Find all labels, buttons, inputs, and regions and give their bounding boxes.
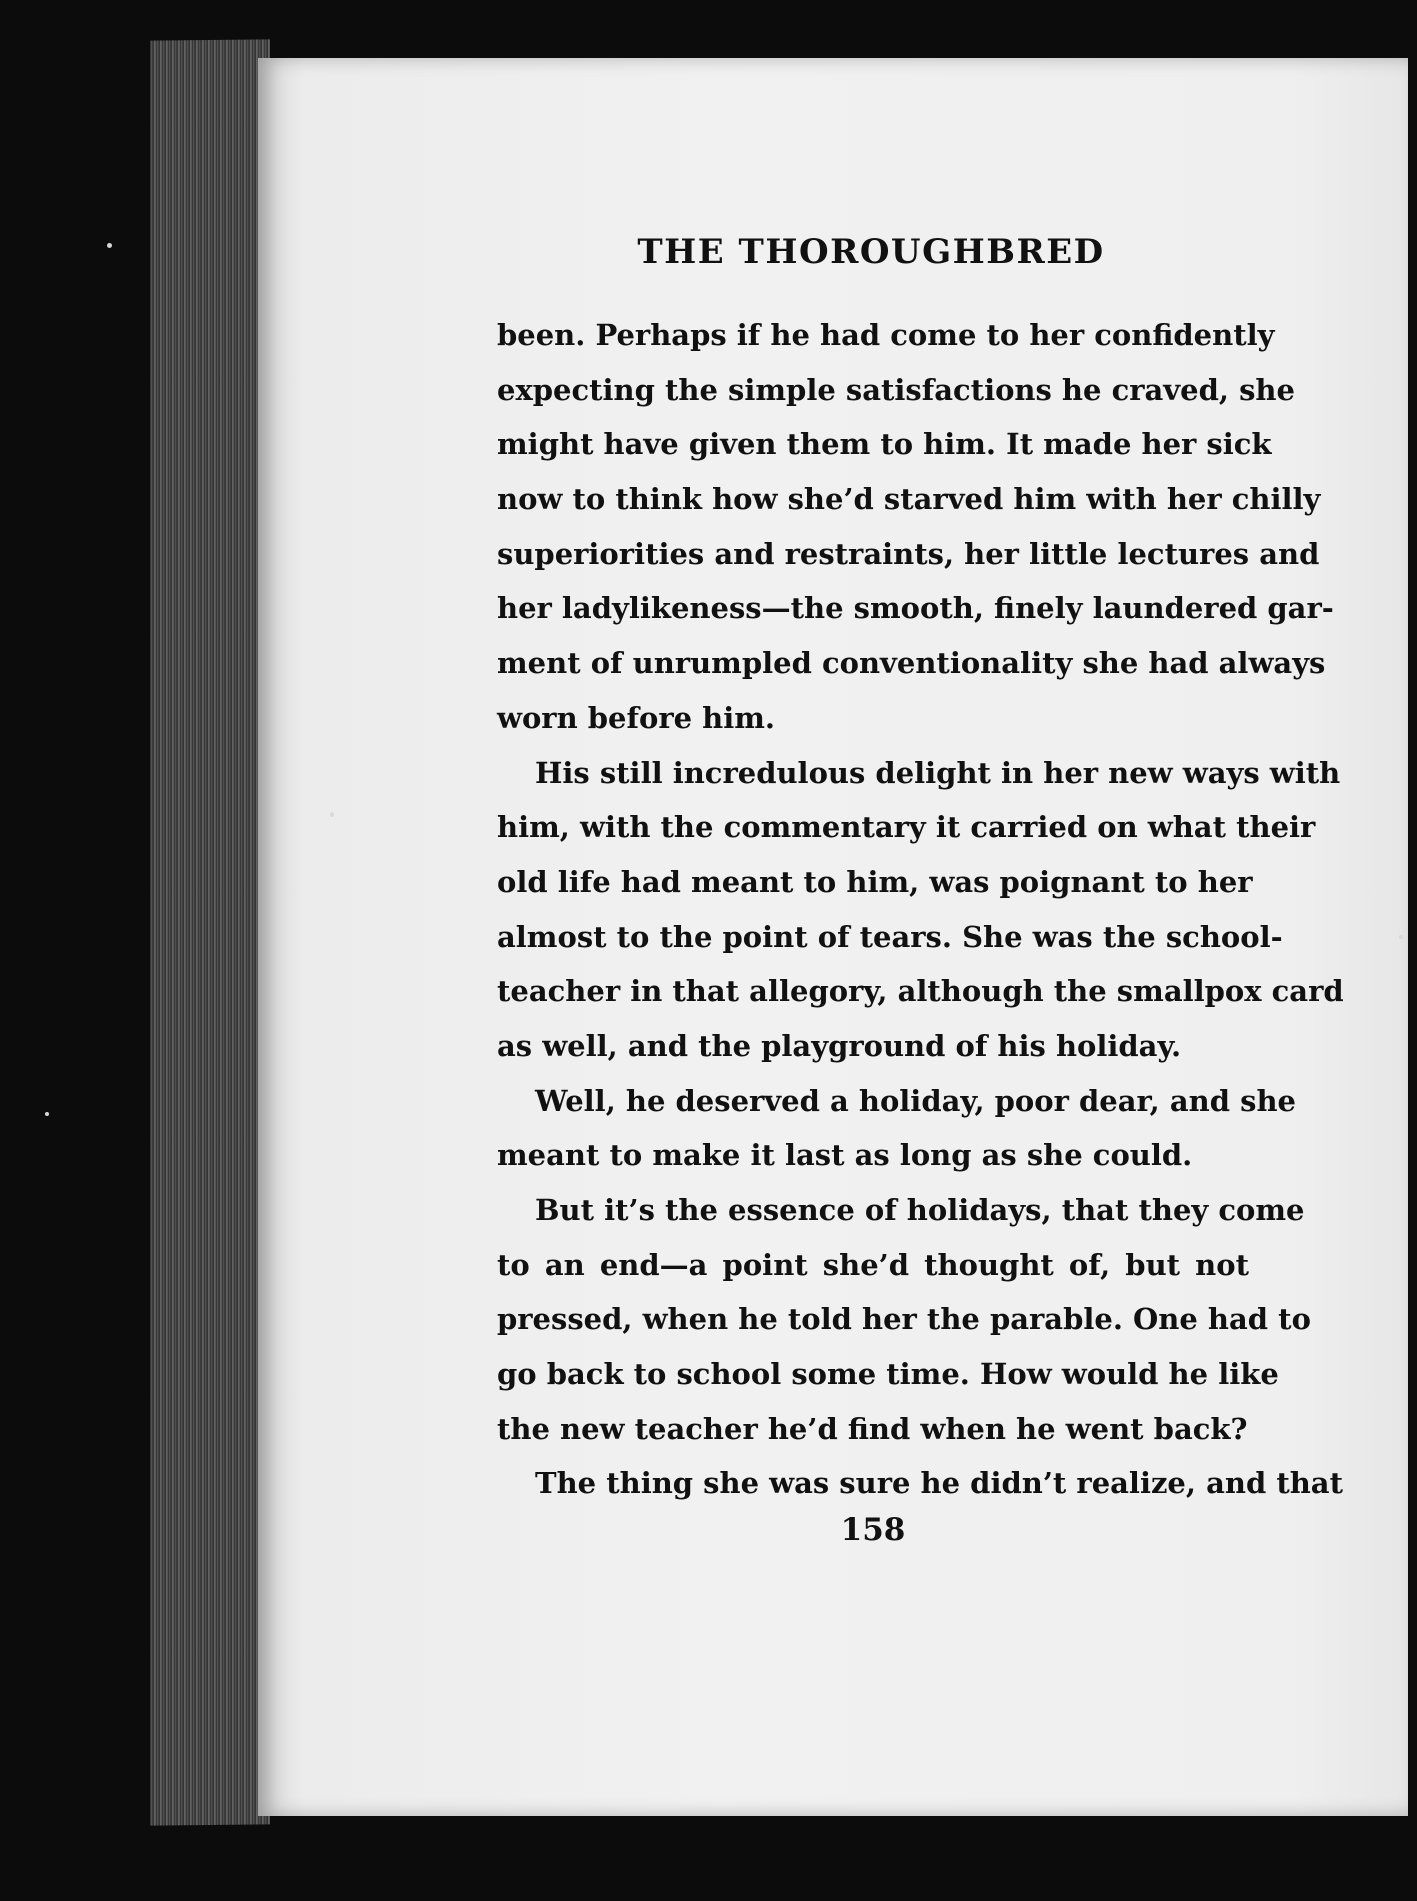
text-line: almost to the point of tears. She was the school- — [497, 919, 1283, 954]
text-line: old life had meant to him, was poignant to her — [497, 864, 1253, 899]
paragraph — [497, 1074, 1296, 1183]
text-line: meant to make it last as long as she could. — [497, 1138, 1193, 1173]
speck — [45, 1112, 49, 1116]
text-line: worn before him. — [497, 700, 776, 735]
paragraph — [497, 1456, 1343, 1511]
text-line: pressed, when he told her the parable. One had to — [497, 1302, 1311, 1337]
paragraph — [497, 308, 1334, 746]
body-text — [497, 308, 1344, 1511]
text-line: go back to school some time. How would he like — [497, 1357, 1279, 1392]
text-line: ment of unrumpled conventionality she had always — [497, 646, 1326, 681]
text-line: might have given them to him. It made her sick — [497, 427, 1272, 462]
text-line: expecting the simple satisfactions he craved, she — [497, 372, 1295, 407]
text-line: the new teacher he’d find when he went back? — [497, 1411, 1248, 1446]
text-line: to an end—a point she’d thought of, but not — [497, 1247, 1249, 1282]
text-line: superiorities and restraints, her little lectures and — [497, 536, 1320, 571]
text-line: as well, and the playground of his holiday. — [497, 1028, 1182, 1063]
speck — [330, 812, 334, 817]
text-line: The thing she was sure he didn’t realize, and that — [535, 1466, 1343, 1501]
speck — [107, 243, 112, 248]
running-head: THE THOROUGHBRED — [637, 232, 1105, 272]
text-line: her ladylikeness—the smooth, finely laundered gar- — [497, 591, 1334, 626]
text-line: But it’s the essence of holidays, that they come — [535, 1193, 1305, 1227]
text-line: been. Perhaps if he had come to her confidently — [497, 318, 1275, 352]
speck — [1399, 935, 1403, 939]
text-line: His still incredulous delight in her new ways with — [535, 755, 1341, 790]
paragraph — [497, 746, 1344, 1074]
page-number: 158 — [840, 1512, 906, 1548]
page-edges — [150, 39, 270, 1825]
text-line: now to think how she’d starved him with her chilly — [497, 482, 1321, 517]
text-line: Well, he deserved a holiday, poor dear, and she — [535, 1083, 1296, 1118]
text-line: teacher in that allegory, although the smallpox card — [497, 974, 1344, 1009]
text-line: him, with the commentary it carried on what their — [497, 810, 1316, 845]
paragraph — [497, 1183, 1311, 1456]
